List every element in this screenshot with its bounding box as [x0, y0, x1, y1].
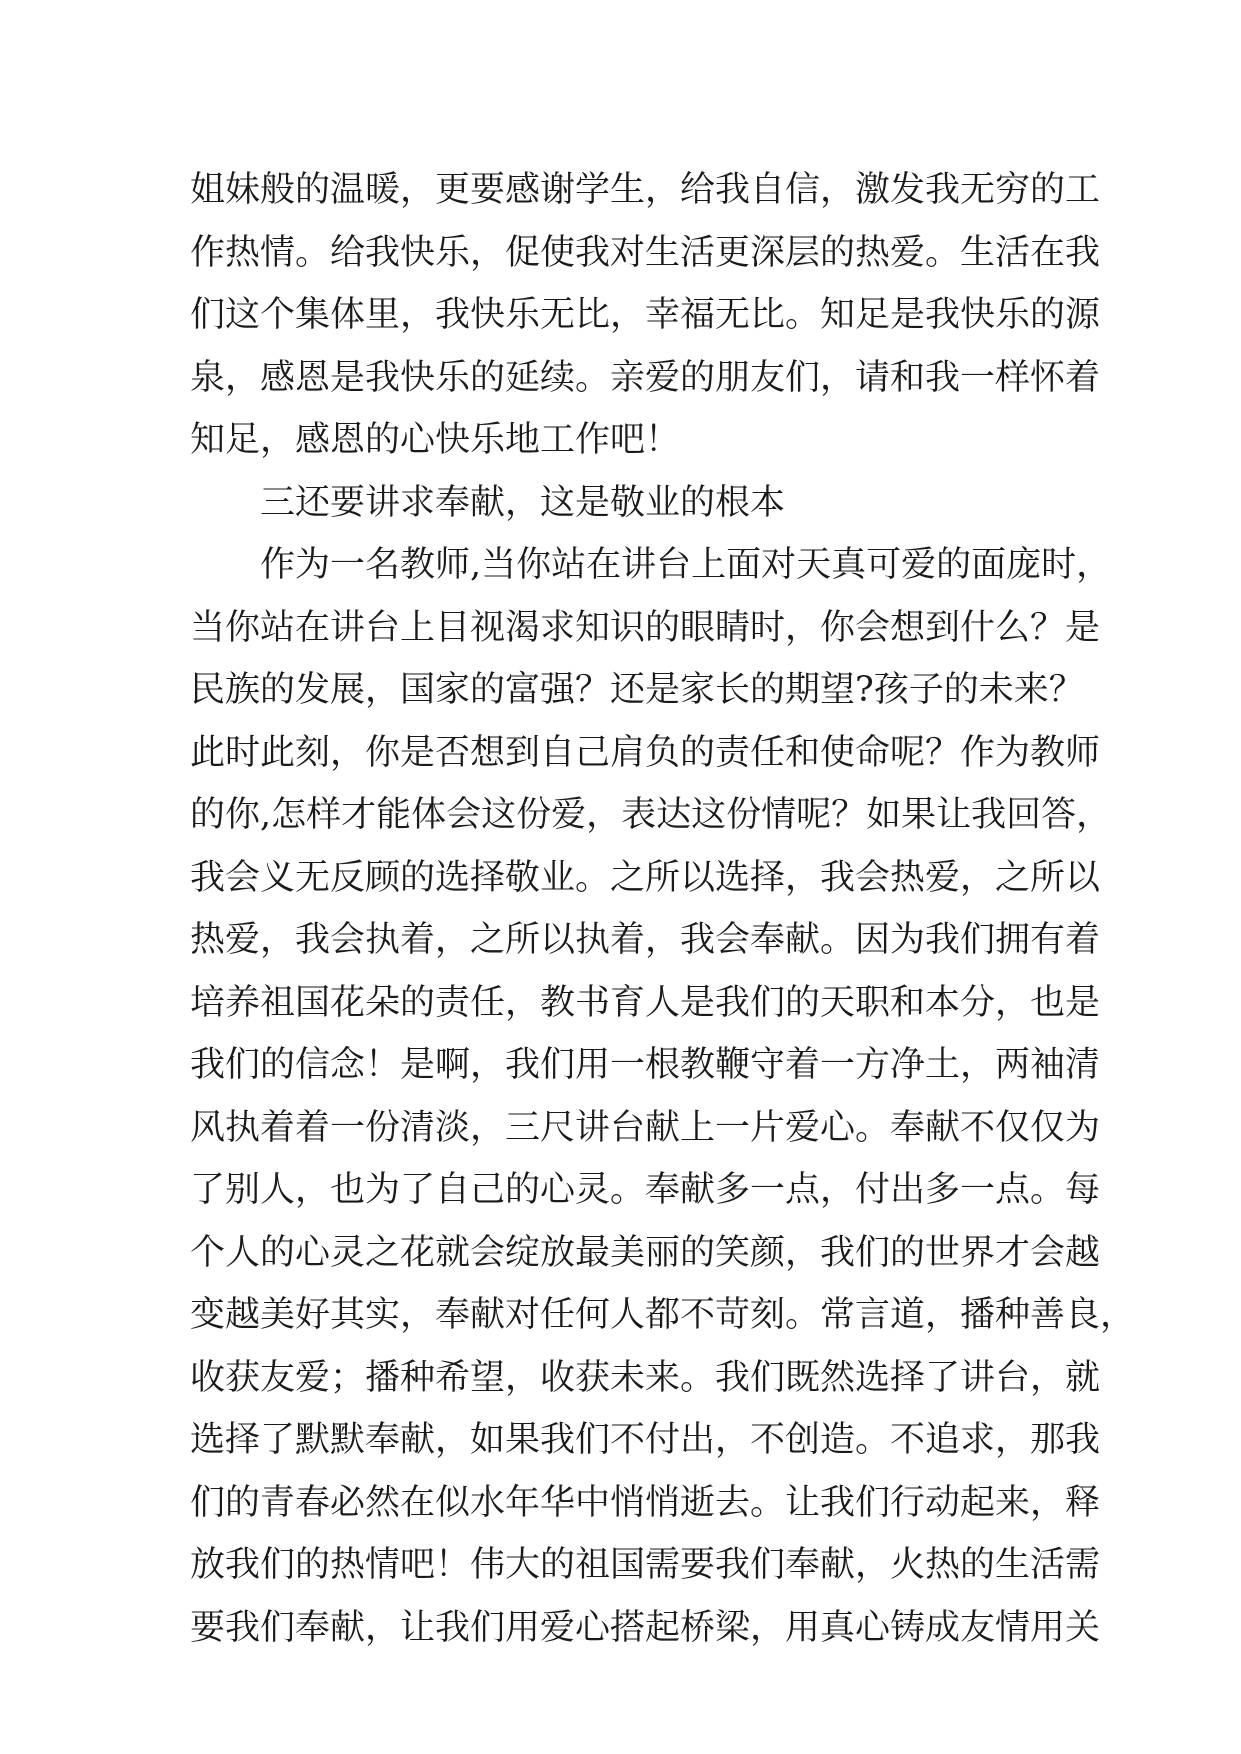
- text-line: 我会义无反顾的选择敬业。之所以选择，我会热爱，之所以: [190, 857, 1101, 898]
- text-line: 个人的心灵之花就会绽放最美丽的笑颜，我们的世界才会越: [190, 1232, 1101, 1273]
- text-line: 了别人，也为了自己的心灵。奉献多一点，付出多一点。每: [190, 1170, 1101, 1210]
- text-line: 民族的发展，国家的富强？还是家长的期望?孩子的未来？: [190, 670, 1084, 710]
- text-line: 姐妹般的温暖，更要感谢学生，给我自信，激发我无穷的工: [190, 170, 1101, 210]
- body-text: [190, 159, 1136, 1659]
- text-line: 的你,怎样才能体会这份爱，表达这份情呢？如果让我回答，: [190, 795, 1112, 835]
- text-line: 风执着着一份清淡，三尺讲台献上一片爱心。奉献不仅仅为: [190, 1107, 1101, 1148]
- text-line: 们的青春必然在似水年华中悄悄逝去。让我们行动起来，释: [190, 1482, 1101, 1523]
- text-line: 作热情。给我快乐，促使我对生活更深层的热爱。生活在我: [190, 232, 1101, 273]
- text-line: 此时此刻，你是否想到自己肩负的责任和使命呢？作为教师: [190, 732, 1101, 773]
- text-line: 选择了默默奉献，如果我们不付出，不创造。不追求，那我: [190, 1420, 1101, 1460]
- text-line: 收获友爱；播种希望，收获未来。我们既然选择了讲台，就: [190, 1357, 1101, 1398]
- text-line: 变越美好其实，奉献对任何人都不苛刻。常言道，播种善良，: [190, 1295, 1136, 1335]
- text-line: 热爱，我会执着，之所以执着，我会奉献。因为我们拥有着: [190, 920, 1101, 960]
- text-line: 作为一名教师,当你站在讲台上面对天真可爱的面庞时，: [260, 545, 1112, 585]
- section-heading: 三还要讲求奉献，这是敬业的根本: [260, 482, 786, 523]
- text-line: 当你站在讲台上目视渴求知识的眼睛时，你会想到什么？是: [190, 607, 1101, 648]
- text-line: 培养祖国花朵的责任，教书育人是我们的天职和本分，也是: [190, 982, 1101, 1023]
- text-line: 我们的信念！是啊，我们用一根教鞭守着一方净土，两袖清: [190, 1045, 1101, 1085]
- text-line: 要我们奉献，让我们用爱心搭起桥梁，用真心铸成友情用关: [190, 1607, 1101, 1648]
- text-line: 知足，感恩的心快乐地工作吧！: [190, 420, 681, 460]
- text-line: 放我们的热情吧！伟大的祖国需要我们奉献，火热的生活需: [190, 1545, 1101, 1585]
- text-line: 们这个集体里，我快乐无比，幸福无比。知足是我快乐的源: [190, 295, 1101, 335]
- text-line: 泉，感恩是我快乐的延续。亲爱的朋友们，请和我一样怀着: [190, 357, 1101, 398]
